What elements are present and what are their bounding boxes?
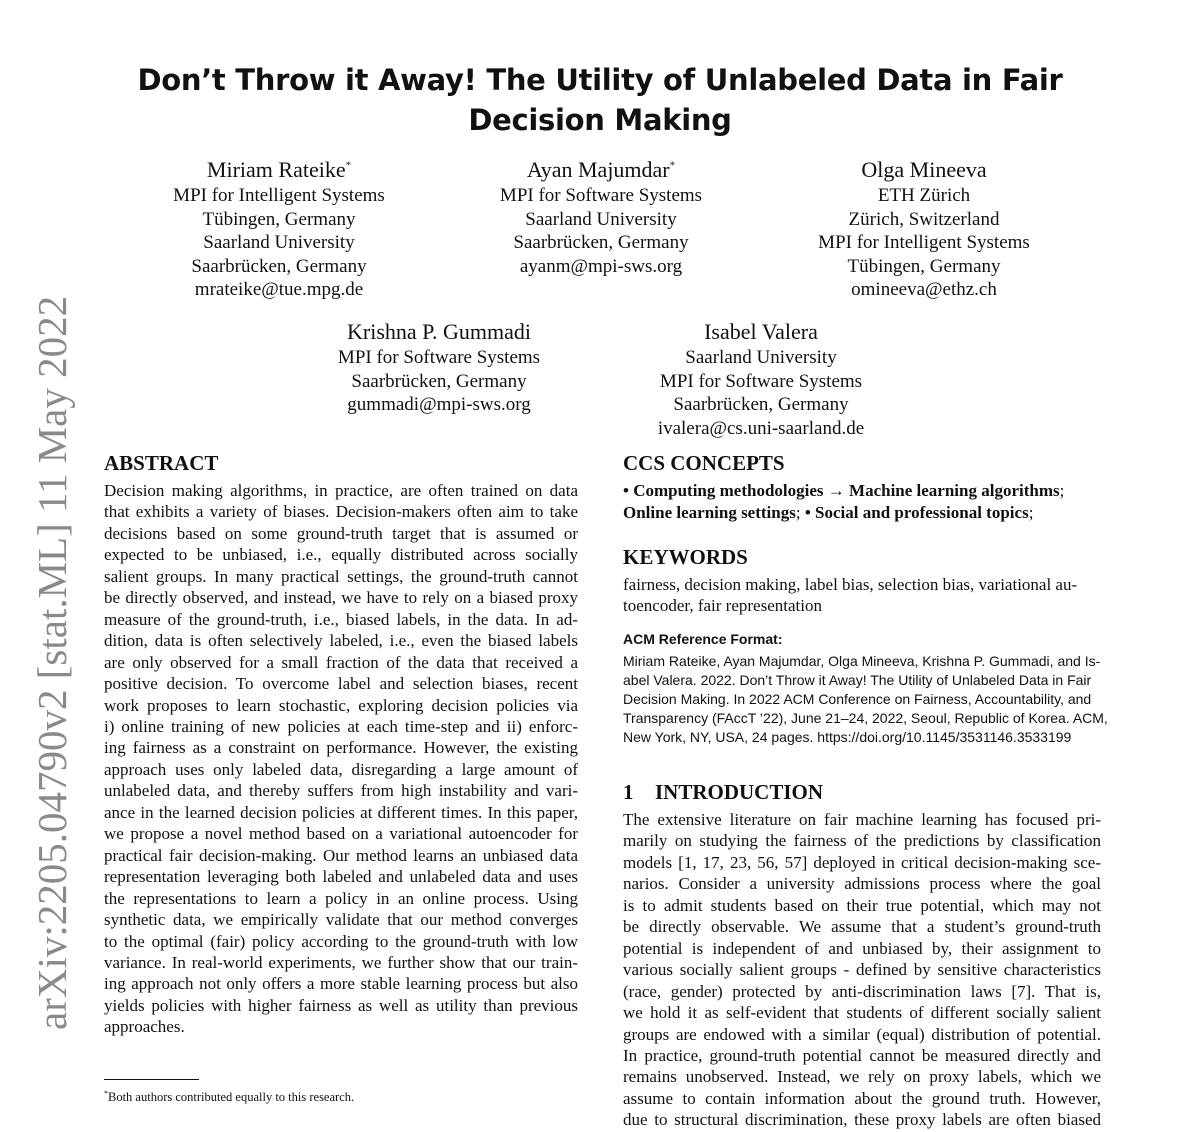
intro-line: The extensive literature on fair machine learning has focused pri- — [623, 810, 1101, 829]
author-affiliation: MPI for Intelligent Systems — [173, 185, 385, 206]
author-name: Olga Mineeva — [861, 157, 987, 182]
author-block — [134, 156, 424, 302]
author-affiliation: Tübingen, Germany — [847, 255, 1001, 277]
abstract-line: yields policies with higher fairness as well as utility than previous — [104, 995, 578, 1015]
abstract-line: approach uses only labeled data, disregarding a large amount of — [104, 759, 578, 779]
author-affiliation: ETH Zürich — [877, 185, 971, 206]
author-block — [616, 318, 906, 440]
intro-line: due to structural discrimination, these proxy labels are often biased — [623, 1110, 1101, 1130]
abstract-line: i) online training of new policies at each time-step and ii) enforc- — [104, 716, 578, 736]
abstract-line: that exhibits a variety of biases. Decision-makers often aim to take — [104, 502, 578, 522]
abstract-line: practical fair decision-making. Our method learns an unbiased data — [104, 845, 578, 865]
intro-line: assume to contain information about the ground truth. However, — [623, 1088, 1101, 1108]
paper-title-line: Decision Making — [468, 103, 732, 137]
footnote: *Both authors contributed equally to this research. — [104, 1089, 355, 1105]
author-block — [779, 156, 1069, 302]
author-affiliation: MPI for Software Systems — [499, 185, 703, 206]
abstract-line: positive decision. To overcome label and selection biases, recent — [104, 674, 578, 694]
right-column — [623, 450, 1108, 1131]
abstract-line: measure of the ground-truth, i.e., biased labels, in the data. In ad- — [104, 609, 578, 629]
keywords-heading: KEYWORDS — [623, 545, 748, 569]
author-affiliation: Saarbrücken, Germany — [513, 232, 689, 253]
abstract-line: representation leveraging both labeled and unlabeled data and uses — [104, 867, 578, 887]
intro-line: various socially salient groups - defined by sensitive characteristics — [623, 960, 1101, 980]
abstract-line: approaches. — [104, 1017, 185, 1037]
intro-line: models [1, 17, 23, 56, 57] deployed in critical decision-making sce- — [623, 852, 1101, 872]
intro-line: we hold it as self-evident that students of different socially salient — [623, 1003, 1101, 1023]
abstract-line: are only observed for a small fraction of the data that received a — [104, 652, 578, 672]
author-affiliation: Saarbrücken, Germany — [351, 370, 527, 392]
introduction-heading: 1 INTRODUCTION — [623, 780, 824, 804]
author-affiliation: Tübingen, Germany — [202, 208, 356, 230]
author-affiliation: Saarland University — [525, 208, 677, 230]
author-email: ayanm@mpi-sws.org — [519, 255, 683, 277]
abstract-line: be directly observed, and instead, we have to rely on a biased proxy — [104, 588, 578, 608]
abstract-line: we propose a novel method based on a variational autoencoder for — [104, 824, 578, 844]
author-affiliation: MPI for Software Systems — [337, 347, 541, 368]
abstract-line: decisions based on some ground-truth target that is assumed or — [104, 523, 578, 543]
author-email: mrateike@tue.mpg.de — [194, 279, 364, 300]
keywords-list: fairness, decision making, label bias, selection bias, variational au- toencoder, fair representation — [623, 575, 1078, 615]
abstract-heading: ABSTRACT — [104, 451, 219, 475]
abstract-section — [104, 450, 578, 1038]
intro-line: (race, gender) protected by anti-discrimination laws [7]. That is, — [623, 981, 1101, 1001]
abstract-line: ing approach not only offers a more stable learning process but also — [104, 974, 578, 994]
paper-title — [100, 60, 1100, 140]
author-affiliation: Saarbrücken, Germany — [673, 394, 849, 415]
abstract-line: to the optimal (fair) policy according to the ground-truth with low — [104, 931, 578, 951]
acm-reference-text: Miriam Rateike, Ayan Majumdar, Olga Mineeva, Krishna P. Gummadi, and Is- abel Valera. 2022. Don’t Throw it Away! The Utility of Unlabeled Data in Fair Decision Making. In 2022 ACM Conference on Fairness, Accountability, and Transparency (FAccT ’22), June 21–24, 2022, Seoul, Republic of Korea. ACM, New York, NY, USA, 24 pages. https://doi.org/10.1145/3531146.3533199 — [623, 653, 1108, 745]
author-name: Ayan Majumdar* — [526, 157, 676, 182]
intro-line: remains unobserved. Instead, we rely on proxy labels, which we — [623, 1067, 1101, 1087]
author-affiliation: MPI for Intelligent Systems — [818, 232, 1030, 253]
abstract-line: unlabeled data, and thereby suffers from high instability and vari- — [104, 781, 578, 801]
author-affiliation: Saarbrücken, Germany — [191, 255, 367, 277]
author-email: omineeva@ethz.ch — [851, 279, 997, 300]
author-email: gummadi@mpi-sws.org — [347, 394, 531, 415]
arxiv-identifier: arXiv:2205.04790v2 [stat.ML] 11 May 2022 — [29, 295, 75, 1030]
author-block — [294, 318, 584, 417]
ccs-heading: CCS CONCEPTS — [623, 451, 785, 475]
acm-reference-heading: ACM Reference Format: — [623, 631, 783, 647]
footnote-divider — [104, 1079, 199, 1080]
author-name: Krishna P. Gummadi — [347, 319, 531, 344]
abstract-line: salient groups. In many practical settings, the ground-truth cannot — [104, 566, 578, 586]
intro-line: groups are endowed with a similar (equal) distribution of potential. — [623, 1024, 1101, 1044]
abstract-body — [104, 480, 578, 1038]
abstract-line: variance. In real-world experiments, we further show that our train- — [104, 952, 578, 972]
abstract-line: ing fairness as a constraint on performance. However, the existing — [104, 738, 578, 758]
abstract-line: expected to be unbiased, i.e., equally distributed across socially — [104, 545, 578, 565]
author-email: ivalera@cs.uni-saarland.de — [657, 417, 865, 439]
author-affiliation: MPI for Software Systems — [659, 370, 863, 392]
intro-line: potential is independent of and unbiased by, their assignment to — [623, 938, 1101, 958]
abstract-line: dition, data is often selectively labeled, i.e., even the biased labels — [104, 631, 578, 651]
introduction-body — [623, 809, 1101, 1131]
author-affiliation: Zürich, Switzerland — [848, 208, 1000, 230]
author-affiliation: Saarland University — [203, 232, 355, 253]
abstract-line: synthetic data, we empirically validate that our method converges — [104, 910, 578, 930]
abstract-line: the representations to learn a policy in an online process. Using — [104, 888, 578, 908]
abstract-line: work proposes to learn stochastic, exploring decision policies via — [104, 695, 578, 715]
abstract-line: ance in the learned decision policies at different times. In this paper, — [104, 802, 578, 822]
author-name: Miriam Rateike* — [206, 157, 352, 182]
author-affiliation: Saarland University — [685, 347, 837, 368]
paper-title-line: Don’t Throw it Away! The Utility of Unlabeled Data in Fair — [137, 63, 1063, 97]
intro-line: narios. Consider a university admissions process where the goal — [623, 874, 1101, 894]
ccs-concepts: • Computing methodologies → Machine learning algorithms; Online learning settings; • Social and professional topics; — [623, 481, 1065, 522]
intro-line: marily on studying the fairness of the predictions by classification — [623, 831, 1101, 851]
author-block — [456, 156, 746, 278]
intro-line: In practice, ground-truth potential cannot be measured directly and — [623, 1045, 1101, 1065]
abstract-line: Decision making algorithms, in practice, are often trained on data — [104, 481, 578, 500]
intro-line: is to admit students based on their true potential, which may not — [623, 895, 1101, 915]
intro-line: be directly observable. We assume that a student’s ground-truth — [623, 917, 1101, 937]
author-name: Isabel Valera — [704, 319, 818, 344]
